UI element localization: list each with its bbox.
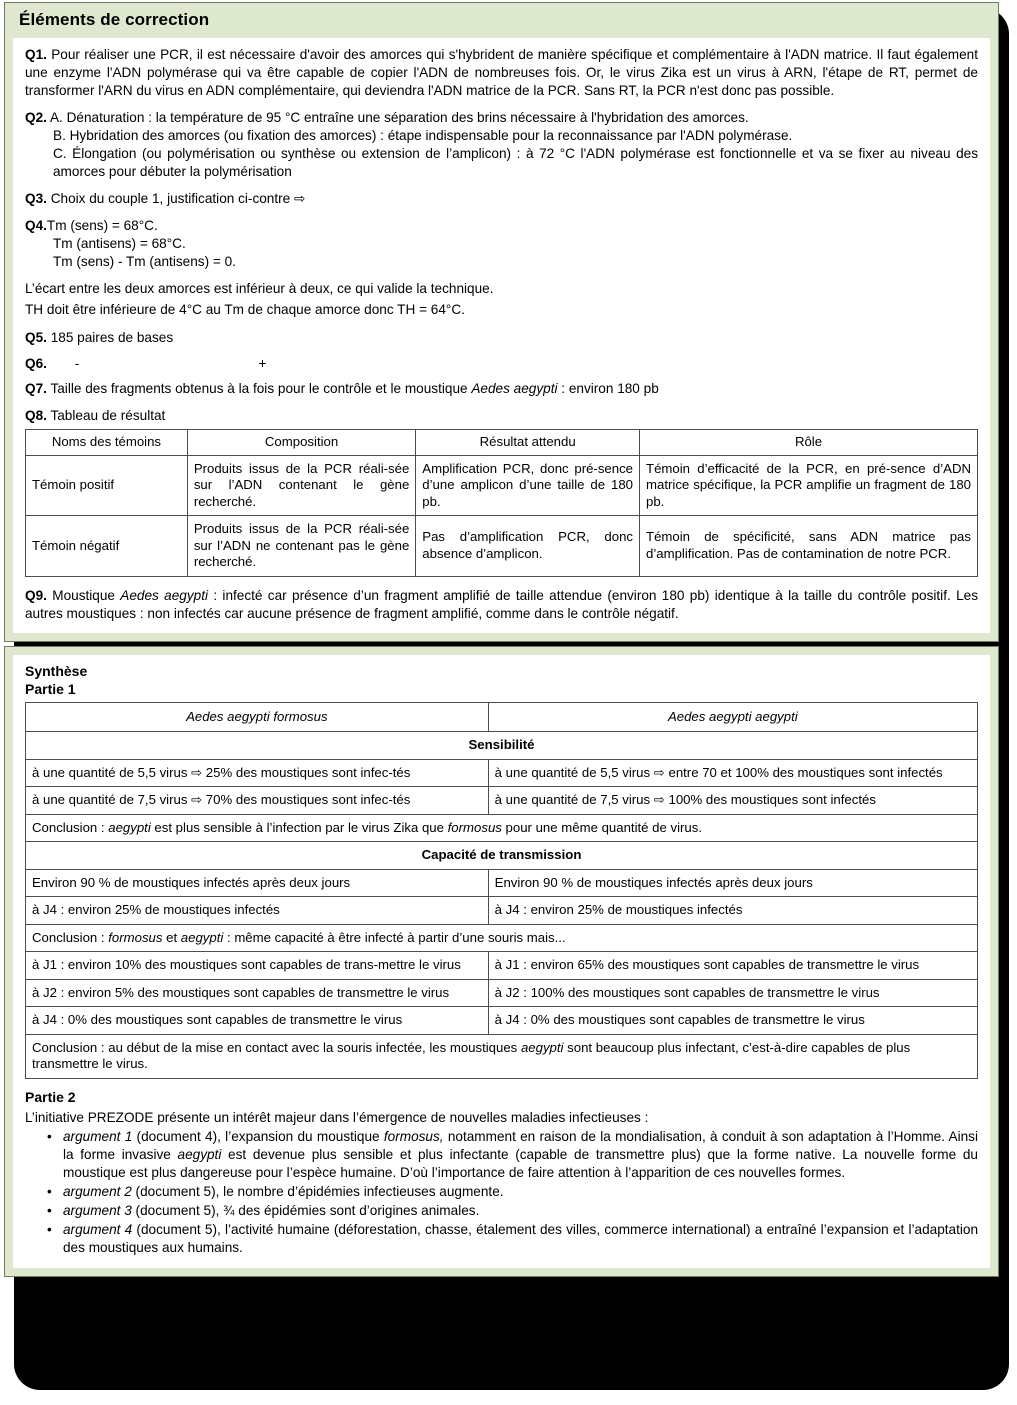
cell-role: Témoin de spécificité, sans ADN matrice pas d’amplification. Pas de contamination de notre PCR. xyxy=(640,516,978,577)
conclusion-row xyxy=(26,1034,978,1078)
concl-s-middle: est plus sensible à l’infection par le virus Zika que xyxy=(150,819,448,835)
species-header-row xyxy=(26,702,978,732)
cell-capacite-right: Environ 90 % de moustiques infectés après deux jours xyxy=(488,869,977,897)
concl-s-italic-2: formosus xyxy=(447,819,502,835)
q9-text-after: : infecté car présence d’un fragment amplifié de taille attendue (environ 180 pb) identique à la taille du contrôle positif. Les autres moustiques : non infectés car aucune présence de fragment amplifié, comme dans le contrôle négatif. xyxy=(25,587,978,621)
concl-f-prefix: Conclusion : au début de la mise en contact avec la souris infectée, les moustiques xyxy=(32,1039,521,1055)
q4-line-2: Tm (antisens) = 68°C. xyxy=(53,236,186,252)
cell-resultat: Pas d’amplification PCR, donc absence d’amplicon. xyxy=(416,516,640,577)
answer-q5 xyxy=(25,329,978,347)
q1-label: Q1. xyxy=(25,46,47,62)
argument-italic-1: formosus, xyxy=(383,1128,444,1144)
q7-text-before: Taille des fragments obtenus à la fois pour le contrôle et le moustique xyxy=(50,380,472,396)
correction-body xyxy=(13,38,990,633)
q7-label: Q7. xyxy=(25,380,47,396)
list-item xyxy=(47,1221,978,1257)
q6-label: Q6. xyxy=(25,355,47,371)
argument-text-after: est devenue plus sensible et plus infectante (capable de transmettre plus) que la forme native. La nouvelle forme du moustique est plus dangereuse pour l’espèce humaine. D’où l’importance de faire attention à l’apparition de ces nouvelles formes. xyxy=(63,1146,978,1181)
list-item xyxy=(47,1183,978,1201)
species-right: Aedes aegypti aegypti xyxy=(488,702,977,732)
argument-text-mid: notamment en raison de la mondialisation, à conduit à son adaptation à l’Homme. Ainsi la forme invasive xyxy=(63,1128,978,1162)
argument-name: argument 2 xyxy=(63,1184,132,1200)
temoins-table xyxy=(25,429,978,577)
q3-label: Q3. xyxy=(25,191,47,207)
synthese-title: Synthèse xyxy=(25,662,88,679)
conclusion-sensibilite xyxy=(26,814,978,842)
q6-minus-marker: - xyxy=(74,355,80,371)
argument-italic-2: aegypti xyxy=(177,1146,222,1162)
conclusion-row xyxy=(26,814,978,842)
concl-c-italic-2: aegypti xyxy=(180,929,224,945)
partie2-lead: L’initiative PREZODE présente un intérêt majeur dans l’émergence de nouvelles maladies infectieuses : xyxy=(25,1109,649,1125)
argument-name: argument 1 xyxy=(63,1128,133,1144)
q9-text-before: Moustique xyxy=(52,587,121,603)
concl-s-italic-1: aegypti xyxy=(108,819,151,835)
section-header-row xyxy=(26,842,978,870)
q7-text-after: : environ 180 pb xyxy=(557,380,659,396)
cell-composition: Produits issus de la PCR réali-sée sur l’ADN contenant le gène recherché. xyxy=(187,455,415,516)
section-capacite: Capacité de transmission xyxy=(26,842,978,870)
q2-label: Q2. xyxy=(25,109,47,125)
cell-transmission-right: à J4 : 0% des moustiques sont capables de transmettre le virus xyxy=(488,1007,977,1035)
argument-name: argument 3 xyxy=(63,1203,132,1219)
cell-capacite-left: à J4 : environ 25% de moustiques infectés xyxy=(26,897,489,925)
argument-name: argument 4 xyxy=(63,1222,133,1238)
answer-q2 xyxy=(25,109,978,181)
arguments-list xyxy=(25,1128,978,1258)
concl-s-suffix: pour une même quantité de virus. xyxy=(501,819,702,835)
answer-q9 xyxy=(25,587,978,623)
concl-c-suffix: : même capacité à être infecté à partir d’une souris mais... xyxy=(223,929,566,945)
cell-transmission-left: à J4 : 0% des moustiques sont capables de transmettre le virus xyxy=(26,1007,489,1035)
argument-text-before: (document 4), l’expansion du moustique xyxy=(132,1128,384,1144)
concl-c-prefix: Conclusion : xyxy=(32,929,109,945)
partie2-title: Partie 2 xyxy=(25,1088,76,1105)
concl-c-middle: et xyxy=(162,929,181,945)
list-item xyxy=(47,1128,978,1182)
q4-note-1: L’écart entre les deux amorces est inférieur à deux, ce qui valide la technique. xyxy=(25,281,494,297)
section-sensibilite: Sensibilité xyxy=(26,732,978,760)
cell-transmission-left: à J1 : environ 10% des moustiques sont capables de trans-mettre le virus xyxy=(26,952,489,980)
q2-line-b: B. Hybridation des amorces (ou fixation des amorces) : étape indispensable pour la reconnaissance par l'ADN polymérase. xyxy=(53,127,793,143)
answer-q7 xyxy=(25,380,978,398)
col-header-noms: Noms des témoins xyxy=(26,430,188,456)
cell-sensibilite-left: à une quantité de 7,5 virus ⇨ 70% des moustiques sont infec-tés xyxy=(26,787,489,815)
conclusion-finale xyxy=(26,1034,978,1078)
table-row xyxy=(26,516,978,577)
cell-capacite-left: Environ 90 % de moustiques infectés après deux jours xyxy=(26,869,489,897)
synthese-table xyxy=(25,702,978,1079)
q4-label: Q4. xyxy=(25,218,47,234)
table-row xyxy=(26,455,978,516)
table-header-row xyxy=(26,430,978,456)
cell-temoin-name: Témoin positif xyxy=(26,455,188,516)
cell-temoin-name: Témoin négatif xyxy=(26,516,188,577)
panels-container xyxy=(4,2,999,1277)
q5-text: 185 paires de bases xyxy=(50,329,174,345)
argument-text-before: (document 5), l’activité humaine (déforestation, chasse, étalement des villes, commerce international) a entraîné l’expansion et l’adaptation des moustiques aux humains. xyxy=(63,1222,979,1256)
concl-c-italic-1: formosus xyxy=(108,929,163,945)
cell-sensibilite-left: à une quantité de 5,5 virus ⇨ 25% des moustiques sont infec-tés xyxy=(26,759,489,787)
q9-label: Q9. xyxy=(25,587,47,603)
synthese-panel xyxy=(4,646,999,1278)
answer-q8 xyxy=(25,407,978,425)
cell-sensibilite-right: à une quantité de 5,5 virus ⇨ entre 70 et 100% des moustiques sont infectés xyxy=(488,759,977,787)
correction-panel xyxy=(4,2,999,642)
argument-text-before: (document 5), ¾ des épidémies sont d’origines animales. xyxy=(131,1203,480,1219)
concl-f-suffix: sont beaucoup plus infectant, c’est-à-dire capables de plus transmettre le virus. xyxy=(32,1039,911,1072)
q8-label: Q8. xyxy=(25,408,47,424)
argument-text-before: (document 5), le nombre d’épidémies infectieuses augmente. xyxy=(131,1184,504,1200)
q3-text: Choix du couple 1, justification ci-contre xyxy=(50,191,291,207)
q7-species: Aedes aegypti xyxy=(471,380,558,396)
table-row xyxy=(26,897,978,925)
cell-transmission-left: à J2 : environ 5% des moustiques sont capables de transmettre le virus xyxy=(26,979,489,1007)
q8-text: Tableau de résultat xyxy=(50,408,166,424)
q6-plus-marker: + xyxy=(258,355,267,371)
col-header-role: Rôle xyxy=(640,430,978,456)
q9-species: Aedes aegypti xyxy=(120,587,208,603)
table-row xyxy=(26,979,978,1007)
table-row xyxy=(26,869,978,897)
table-row xyxy=(26,1007,978,1035)
q5-label: Q5. xyxy=(25,329,47,345)
species-left: Aedes aegypti formosus xyxy=(26,702,489,732)
q2-line-c: C. Élongation (ou polymérisation ou synthèse ou extension de l’amplicon) : à 72 °C l'ADN polymérase est fonctionnelle et va se fixer au niveau des amorces pour débuter la polymérisation xyxy=(53,145,978,180)
cell-composition: Produits issus de la PCR réali-sée sur l’ADN ne contenant pas le gène recherché. xyxy=(187,516,415,577)
partie1-title: Partie 1 xyxy=(25,681,76,698)
q4-line-3: Tm (sens) - Tm (antisens) = 0. xyxy=(53,254,236,270)
table-row xyxy=(26,787,978,815)
conclusion-capacite xyxy=(26,924,978,952)
cell-role: Témoin d’efficacité de la PCR, en pré-sence d’ADN matrice spécifique, la PCR amplifie un fragment de 180 pb. xyxy=(640,455,978,516)
cell-transmission-right: à J1 : environ 65% des moustiques sont capables de transmettre le virus xyxy=(488,952,977,980)
section-header-row xyxy=(26,732,978,760)
answer-q6 xyxy=(25,356,978,371)
synthese-body xyxy=(13,655,990,1269)
page-title: Éléments de correction xyxy=(19,10,210,29)
concl-s-prefix: Conclusion : xyxy=(32,819,109,835)
cell-transmission-right: à J2 : 100% des moustiques sont capables de transmettre le virus xyxy=(488,979,977,1007)
cell-capacite-right: à J4 : environ 25% de moustiques infectés xyxy=(488,897,977,925)
conclusion-row xyxy=(26,924,978,952)
answer-q4 xyxy=(25,217,978,271)
q1-text: Pour réaliser une PCR, il est nécessaire d'avoir des amorces qui s'hybrident de manière spécifique et complémentaire à l'ADN matrice. Il faut également une enzyme l'ADN polymérase qui va être capable de copier l'ADN de nombreuses fois. Or, le virus Zika est un virus à ARN, l'étape de RT, permet de transformer l'ARN du virus en ADN complémentaire, qui deviendra l'ADN matrice de la PCR. Sans RT, la PCR n'est donc pas possible. xyxy=(25,46,978,98)
col-header-resultat: Résultat attendu xyxy=(416,430,640,456)
list-item xyxy=(47,1202,978,1220)
answer-q1 xyxy=(25,46,978,100)
table-row xyxy=(26,759,978,787)
col-header-composition: Composition xyxy=(187,430,415,456)
table-row xyxy=(26,952,978,980)
q4-note-2: TH doit être inférieure de 4°C au Tm de chaque amorce donc TH = 64°C. xyxy=(25,302,465,318)
q2-line-a: A. Dénaturation : la température de 95 °C entraîne une séparation des brins nécessaire à l'hybridation des amorces. xyxy=(49,109,749,125)
cell-resultat: Amplification PCR, donc pré-sence d’une amplicon d’une taille de 180 pb. xyxy=(416,455,640,516)
concl-f-italic-1: aegypti xyxy=(520,1039,564,1055)
cell-sensibilite-right: à une quantité de 7,5 virus ⇨ 100% des moustiques sont infectés xyxy=(488,787,977,815)
q4-line-1: Tm (sens) = 68°C. xyxy=(46,218,158,234)
right-arrow-icon: ⇨ xyxy=(294,191,306,208)
answer-q3 xyxy=(25,190,978,208)
